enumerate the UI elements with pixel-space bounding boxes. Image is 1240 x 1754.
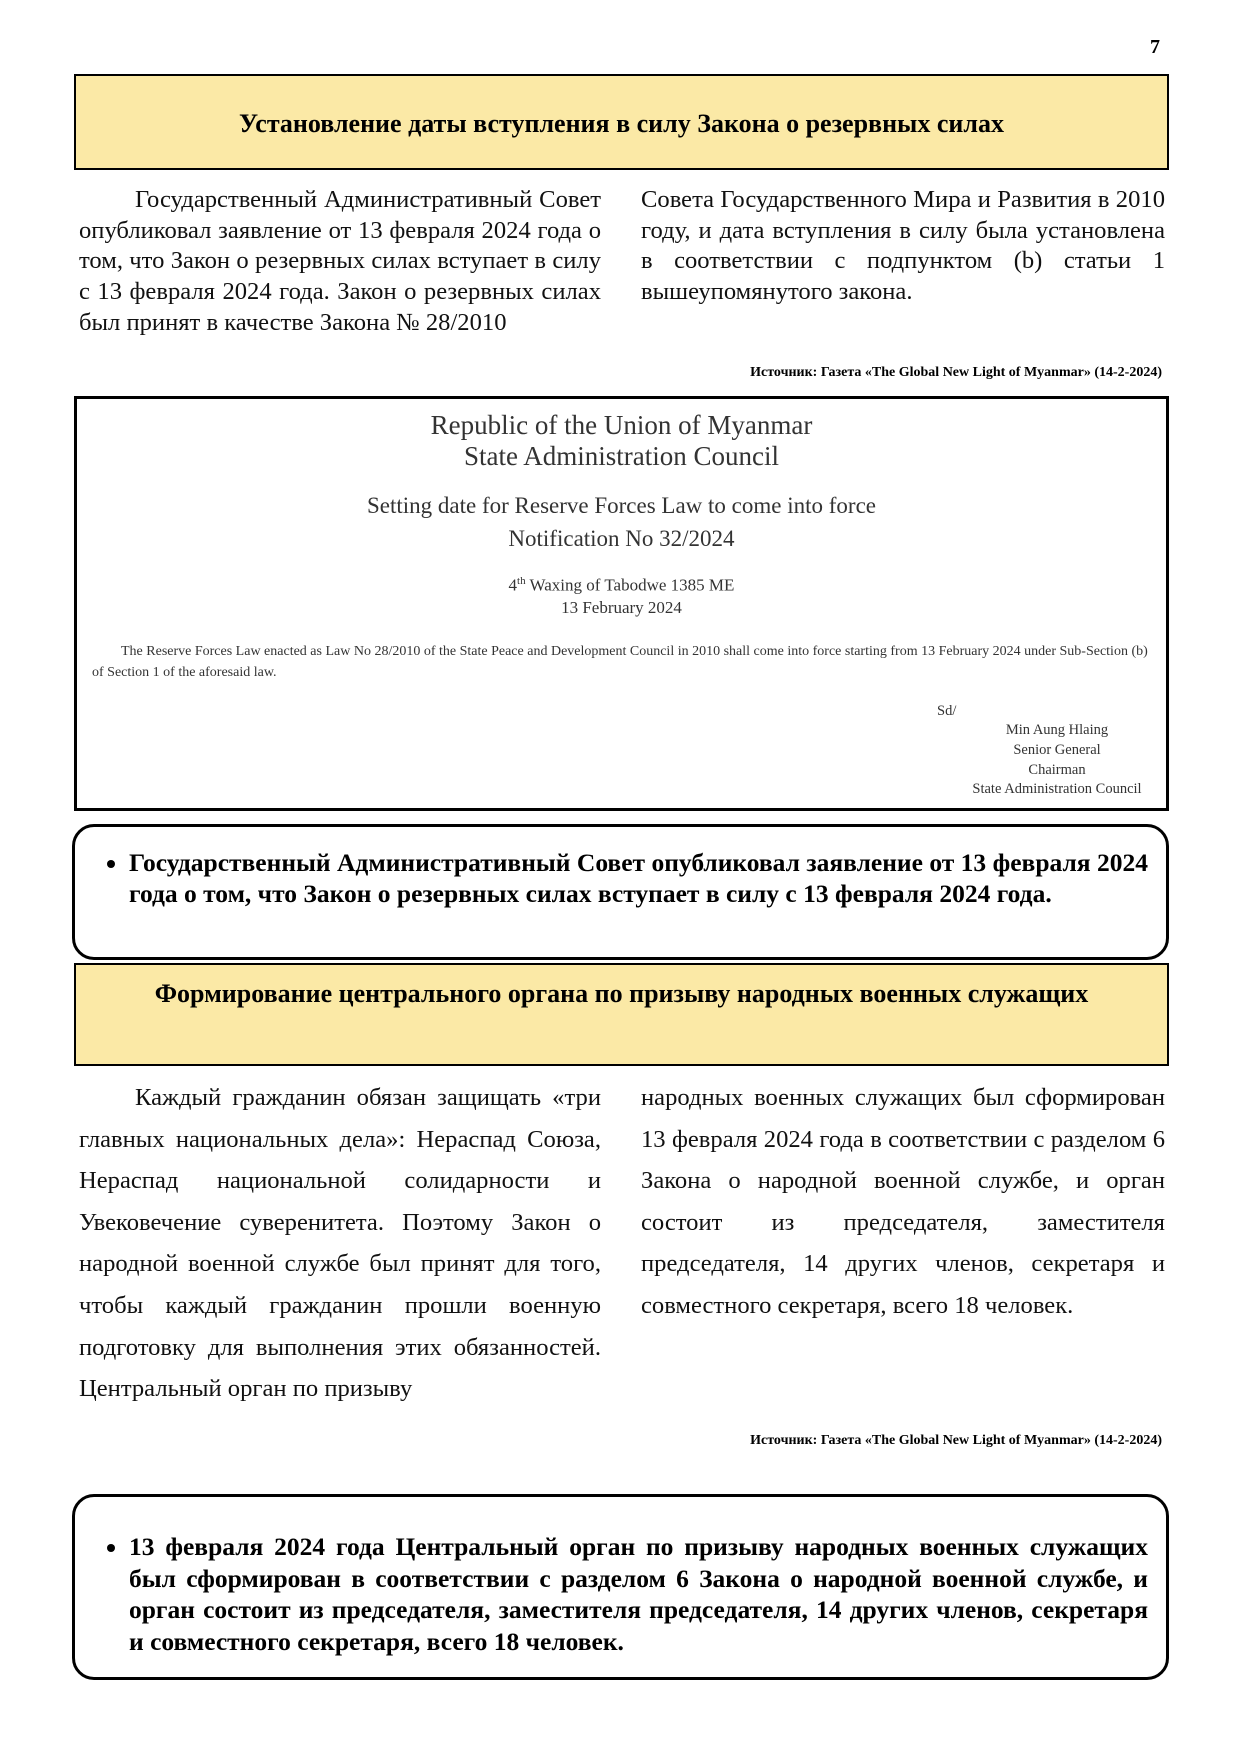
section2-left-column	[79, 1077, 601, 1410]
section1-left-paragraph: Государственный Административный Совет опубликовал заявление от 13 февраля 2024 года о том, что Закон о резервных силах вступает в силу с 13 февраля 2024 года. Закон о резервных силах был принят в качестве Закона № 28/2010	[79, 186, 601, 336]
section1-right-column	[641, 185, 1165, 308]
section2-right-column	[641, 1077, 1165, 1327]
section2-callout-list	[75, 1497, 1166, 1657]
page-number: 7	[1150, 36, 1160, 58]
section2-right-paragraph: народных военных служащих был сформирован 13 февраля 2024 года в соответствии с разделом 6 Закона о народной военной службе, и орган состоит из председателя, заместителя председателя, 14 других членов, секретаря и совместного секретаря, всего 18 человек.	[641, 1084, 1165, 1319]
section1-title: Установление даты вступления в силу Закона о резервных силах	[74, 74, 1169, 170]
notice-date-month: Waxing of Tabodwe 1385 ME	[525, 575, 735, 595]
notice-role: Chairman	[1028, 762, 1086, 778]
section1-callout-list	[75, 827, 1166, 909]
section1-callout	[72, 824, 1169, 960]
section1-left-column	[79, 185, 601, 339]
section1-right-paragraph: Совета Государственного Мира и Развития в 2010 году, и дата вступления в силу была установлена в соответствии с подпунктом (b) статьи 1 вышеупомянутого закона.	[641, 186, 1165, 306]
notice-body: The Reserve Forces Law enacted as Law No 28/2010 of the State Peace and Development Council in 2010 shall come into force starting from 13 February 2024 under Sub-Section (b) of Section 1 of the aforesaid law.	[92, 644, 1148, 680]
notification-image	[74, 396, 1169, 811]
notice-signer: Min Aung Hlaing	[1005, 722, 1109, 738]
section2-callout-item: • 13 февраля 2024 года Центральный орган по призыву народных военных служащих был сформирован в соответствии с разделом 6 Закона о народной военной службе, и орган состоит из председателя, заместителя председателя, 14 других членов, секретаря и совместного секретаря, всего 18 человек.	[129, 1531, 1148, 1657]
notice-date-ordinal: th	[517, 575, 526, 587]
notice-republic: Republic of the Union of Myanmar	[430, 410, 813, 440]
section2-left-paragraph: Каждый гражданин обязан защищать «три главных национальных дела»: Нераспад Союза, Нераспад национальной солидарности и Увековечение суверенитета. Поэтому Закон о народной военной службе был принят для того, чтобы каждый гражданин прошли военную подготовку для выполнения этих обязанностей. Центральный орган по призыву	[79, 1084, 601, 1403]
section1-source: Источник: Газета «The Global New Light of Myanmar» (14-2-2024)	[750, 365, 1162, 380]
notice-date-day: 4	[508, 575, 518, 595]
notice-subject: Setting date for Reserve Forces Law to come into force	[366, 493, 877, 518]
section1-callout-item: • Государственный Административный Совет опубликовал заявление от 13 февраля 2024 года о том, что Закон о резервных силах вступает в силу с 13 февраля 2024 года.	[129, 847, 1148, 909]
section2-title: Формирование центрального органа по призыву народных военных служащих	[74, 963, 1169, 1066]
notice-date-gregorian: 13 February 2024	[561, 598, 682, 617]
section2-callout	[72, 1494, 1169, 1680]
notice-council: State Administration Council	[464, 441, 779, 471]
section2-source: Источник: Газета «The Global New Light of Myanmar» (14-2-2024)	[750, 1433, 1162, 1448]
notice-sd: Sd/	[937, 703, 957, 719]
notice-number: Notification No 32/2024	[508, 526, 735, 551]
notice-rank: Senior General	[1013, 742, 1101, 758]
notice-org: State Administration Council	[972, 781, 1142, 797]
notice-date-myanmar	[77, 575, 1166, 596]
